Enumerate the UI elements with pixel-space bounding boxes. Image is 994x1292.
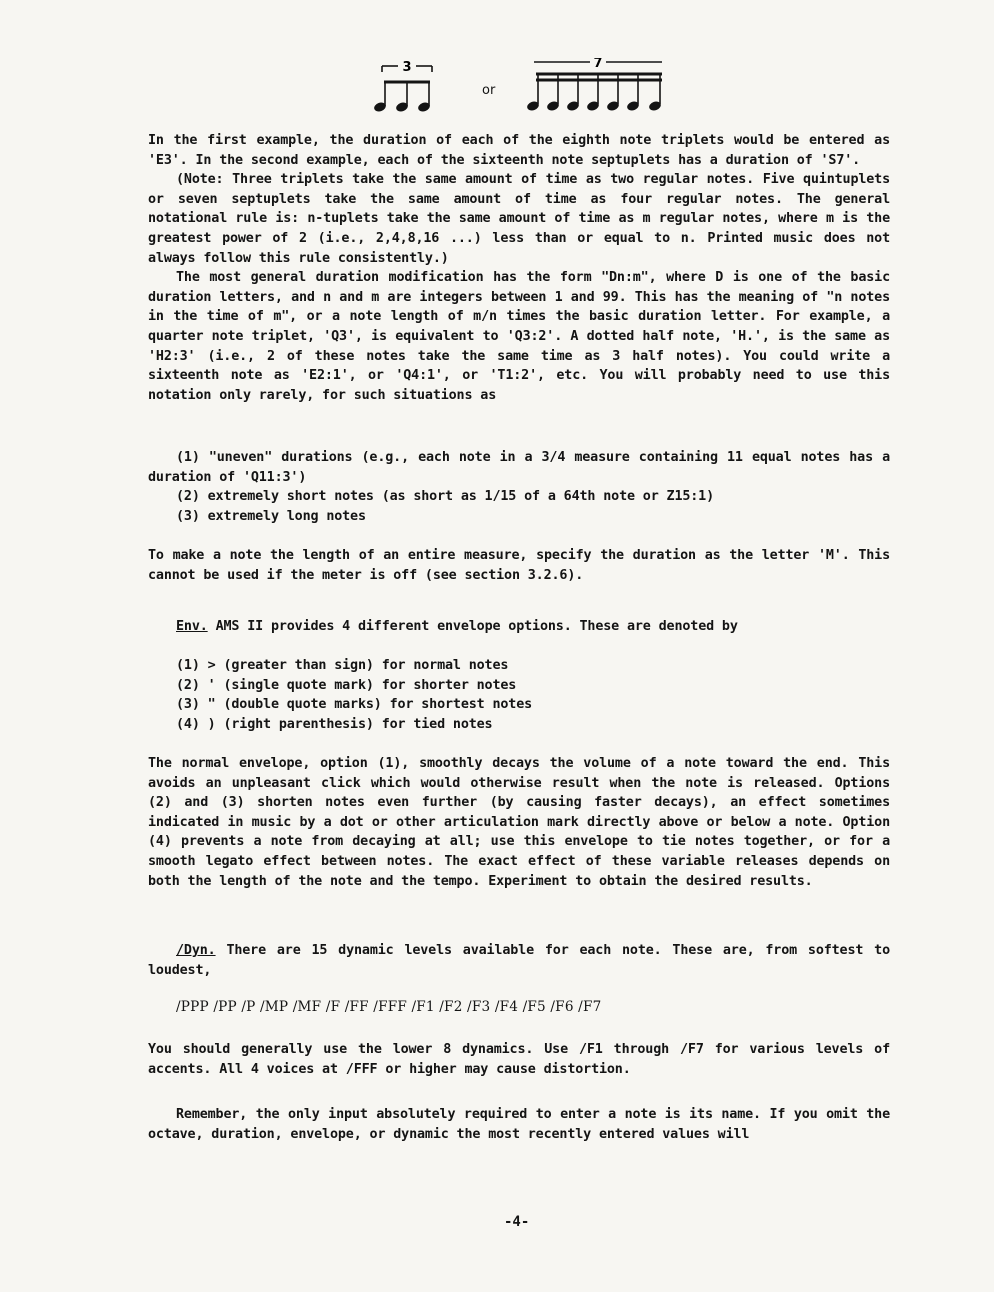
envelope-options-list bbox=[148, 656, 890, 734]
body-block-3 bbox=[148, 754, 890, 891]
dyn-levels-block bbox=[148, 998, 890, 1018]
duration-situations-list bbox=[148, 448, 890, 526]
list-item: (2) ' (single quote mark) for shorter notes bbox=[176, 677, 517, 693]
body-block-1 bbox=[148, 131, 890, 405]
dyn-intro bbox=[148, 941, 890, 980]
dyn-section bbox=[148, 941, 890, 980]
paragraph-envelope-explanation: The normal envelope, option (1), smoothly decays the volume of a note toward the end. This avoids an unpleasant click which would otherwise result when the note is released. Options (2) and (3) shorten notes even further (by causing faster decays), an effect sometimes indicated in music by a dot or other articulation mark directly above or below a note. Option (4) prevents a note from decaying at all; use this envelope to tie notes together, or for a smooth legato effect between notes. The exact effect of these variable releases depends on both the length of the note and the tempo. Experiment to obtain the desired results. bbox=[148, 756, 890, 889]
list-item: (1) "uneven" durations (e.g., each note in a 3/4 measure containing 11 equal notes has a duration of 'Q11:3') bbox=[148, 450, 890, 485]
septuplet-number: 7 bbox=[593, 58, 603, 71]
list-item: (3) " (double quote marks) for shortest notes bbox=[176, 697, 533, 713]
page-number: -4- bbox=[504, 1214, 530, 1230]
paragraph-dynamics-usage: You should generally use the lower 8 dynamics. Use /F1 through /F7 for various levels of accents. All 4 voices at /FFF or higher may cause distortion. bbox=[148, 1042, 890, 1077]
paragraph-tuplet-examples: In the first example, the duration of each of the eighth note triplets would be entered as 'E3'. In the second example, each of the sixteenth note septuplets has a duration of 'S7'. bbox=[148, 133, 890, 168]
list-item: (3) extremely long notes bbox=[176, 508, 366, 524]
paragraph-note-input: Remember, the only input absolutely required to enter a note is its name. If you omit the octave, duration, envelope, or dynamic the most recently entered values will bbox=[148, 1107, 890, 1142]
env-intro bbox=[148, 617, 890, 637]
body-block-2 bbox=[148, 546, 890, 585]
body-block-4 bbox=[148, 1040, 890, 1079]
list-item: (2) extremely short notes (as short as 1/15 of a 64th note or Z15:1) bbox=[176, 489, 715, 505]
env-heading: Env. bbox=[176, 619, 208, 634]
dyn-intro-text: There are 15 dynamic levels available for each note. These are, from softest to loudest, bbox=[148, 943, 890, 978]
list-item: (1) > (greater than sign) for normal notes bbox=[176, 658, 509, 673]
triplet-number: 3 bbox=[402, 60, 412, 75]
paragraph-duration-modification: The most general duration modification has the form "Dn:m", where D is one of the basic duration letters, and n and m are integers between 1 and 99. This has the meaning of "n notes in the time of m", or a note length of m/n times the basic duration letter. For example, a quarter note triplet, 'Q3', is equivalent to 'Q3:2'. A dotted half note, 'H.', is the same as 'H2:3' (i.e., 2 of these notes take the same time as 3 half notes). You could write a sixteenth note as 'E2:1', or 'Q4:1', or 'T1:2', etc. You will probably need to use this notation only rarely, for such situations as bbox=[148, 270, 890, 403]
body-block-5 bbox=[148, 1105, 890, 1144]
septuplet-group bbox=[526, 58, 662, 112]
paragraph-tuplet-note: (Note: Three triplets take the same amount of time as two regular notes. Five quintuplets or seven septuplets take the same amount of time as four regular notes. The general notational rule is: n-tuplets take the same amount of time as m regular notes, where m is the greatest power of 2 (i.e., 2,4,8,16 ...) less than or equal to n. Printed music does not always follow this rule consistently.) bbox=[148, 172, 890, 266]
dynamic-levels: /PPP /PP /P /MP /MF /F /FF /FFF /F1 /F2 /F3 /F4 /F5 /F6 /F7 bbox=[176, 999, 602, 1015]
dyn-heading: /Dyn. bbox=[176, 943, 216, 958]
env-intro-text: AMS II provides 4 different envelope options. These are denoted by bbox=[207, 619, 738, 634]
env-section bbox=[148, 617, 890, 637]
notation-separator: or bbox=[482, 83, 496, 98]
list-item: (4) ) (right parenthesis) for tied notes bbox=[176, 716, 493, 732]
tuplet-notation-figure bbox=[370, 58, 670, 120]
paragraph-measure-duration: To make a note the length of an entire measure, specify the duration as the letter 'M'. This cannot be used if the meter is off (see section 3.2.6). bbox=[148, 548, 890, 583]
triplet-group bbox=[373, 60, 432, 113]
